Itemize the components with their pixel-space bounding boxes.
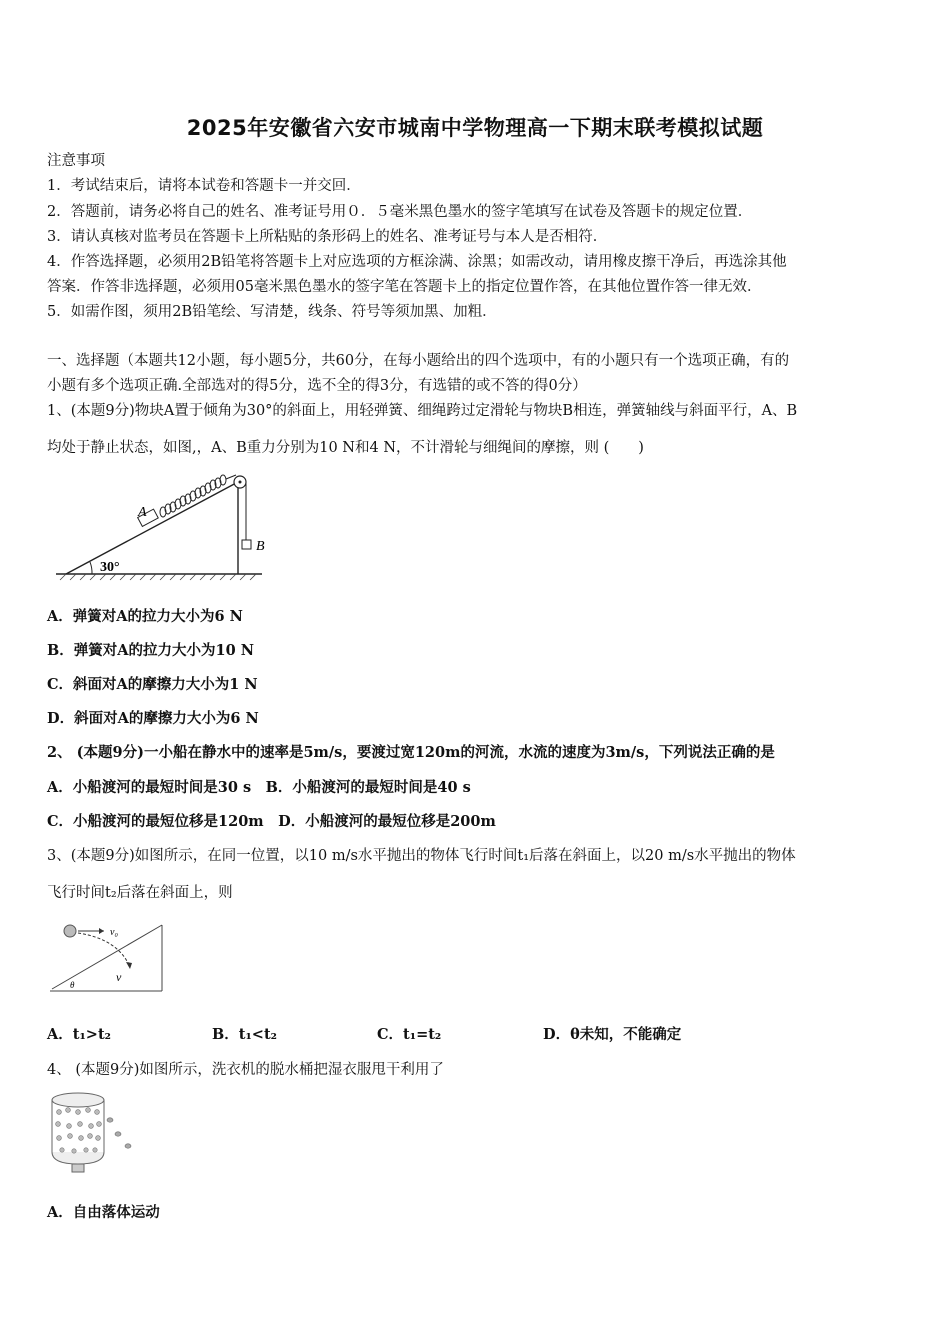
- q2-stem: 2、 (本题9分)一小船在静水中的速率是5m/s，要渡过宽120m的河流，水流的速度为3m/s，下列说法正确的是: [47, 744, 775, 761]
- q3-theta-label: θ: [70, 980, 75, 990]
- q3-v-label: v: [116, 970, 122, 984]
- q2-options-row2[interactable]: C．小船渡河的最短位移是120m D．小船渡河的最短位移是200m: [47, 813, 496, 830]
- notice-heading: 注意事项: [47, 153, 105, 169]
- notice-item: 2．答题前，请务必将自己的姓名、准考证号用０．５毫米黑色墨水的签字笔填写在试卷及答题卡的规定位置．: [47, 204, 753, 220]
- q3-option-b[interactable]: B．t₁<t₂: [212, 1026, 278, 1043]
- q1-option-d[interactable]: D．斜面对A的摩擦力大小为6 N: [47, 710, 259, 727]
- q1-block-b-label: B: [256, 539, 265, 554]
- q3-v0-label: v₀: [110, 927, 118, 938]
- q1-block-a-label: A: [138, 505, 147, 520]
- q1-incline-figure: [52, 470, 272, 585]
- q3-option-a[interactable]: A．t₁>t₂: [47, 1026, 111, 1043]
- notice-item: 4．作答选择题，必须用2B铅笔将答题卡上对应选项的方框涂满、涂黑；如需改动，请用橡皮擦干净后，再选涂其他: [47, 254, 787, 270]
- section-heading-cont: 小题有多个选项正确.全部选对的得5分，选不全的得3分，有选错的或不答的得0分）: [47, 378, 587, 394]
- notice-item: 答案．作答非选择题，必须用05毫米黑色墨水的签字笔在答题卡上的指定位置作答，在其他位置作答一律无效．: [47, 279, 762, 295]
- q1-stem-cont: 均处于静止状态，如图,，A、B重力分别为10 N和4 N，不计滑轮与细绳间的摩擦，则 ( ): [47, 440, 644, 456]
- q1-option-b[interactable]: B．弹簧对A的拉力大小为10 N: [47, 642, 254, 659]
- q3-option-c[interactable]: C．t₁=t₂: [377, 1026, 442, 1043]
- q3-stem: 3、(本题9分)如图所示，在同一位置，以10 m/s水平抛出的物体飞行时间t₁后落在斜面上，以20 m/s水平抛出的物体: [47, 848, 796, 864]
- q4-spin-drum-figure: [44, 1090, 136, 1178]
- q3-stem-cont: 飞行时间t₂后落在斜面上，则: [47, 885, 233, 901]
- notice-item: 5．如需作图，须用2B铅笔绘、写清楚，线条、符号等须加黑、加粗．: [47, 304, 497, 320]
- notice-item: 1．考试结束后，请将本试卷和答题卡一并交回．: [47, 178, 361, 194]
- q1-stem: 1、(本题9分)物块A置于倾角为30°的斜面上，用轻弹簧、细绳跨过定滑轮与物块B相连，弹簧轴线与斜面平行，A、B: [47, 403, 798, 419]
- q3-projectile-figure: [46, 917, 168, 997]
- page-title: 2025年安徽省六安市城南中学物理高一下期末联考模拟试题: [186, 116, 764, 140]
- q1-option-c[interactable]: C．斜面对A的摩擦力大小为1 N: [47, 676, 258, 693]
- notice-item: 3．请认真核对监考员在答题卡上所粘贴的条形码上的姓名、准考证号与本人是否相符．: [47, 229, 608, 245]
- q3-option-d[interactable]: D．θ未知，不能确定: [543, 1026, 682, 1043]
- q2-options-row1[interactable]: A．小船渡河的最短时间是30 s B．小船渡河的最短时间是40 s: [47, 779, 471, 796]
- q4-stem: 4、 (本题9分)如图所示，洗衣机的脱水桶把湿衣服甩干利用了: [47, 1062, 444, 1078]
- q1-option-a[interactable]: A．弹簧对A的拉力大小为6 N: [47, 608, 243, 625]
- q4-option-a[interactable]: A．自由落体运动: [47, 1204, 160, 1221]
- q1-angle-label: 30°: [100, 560, 120, 575]
- section-heading: 一、选择题（本题共12小题，每小题5分，共60分，在每小题给出的四个选项中，有的小题只有一个选项正确，有的: [47, 353, 790, 369]
